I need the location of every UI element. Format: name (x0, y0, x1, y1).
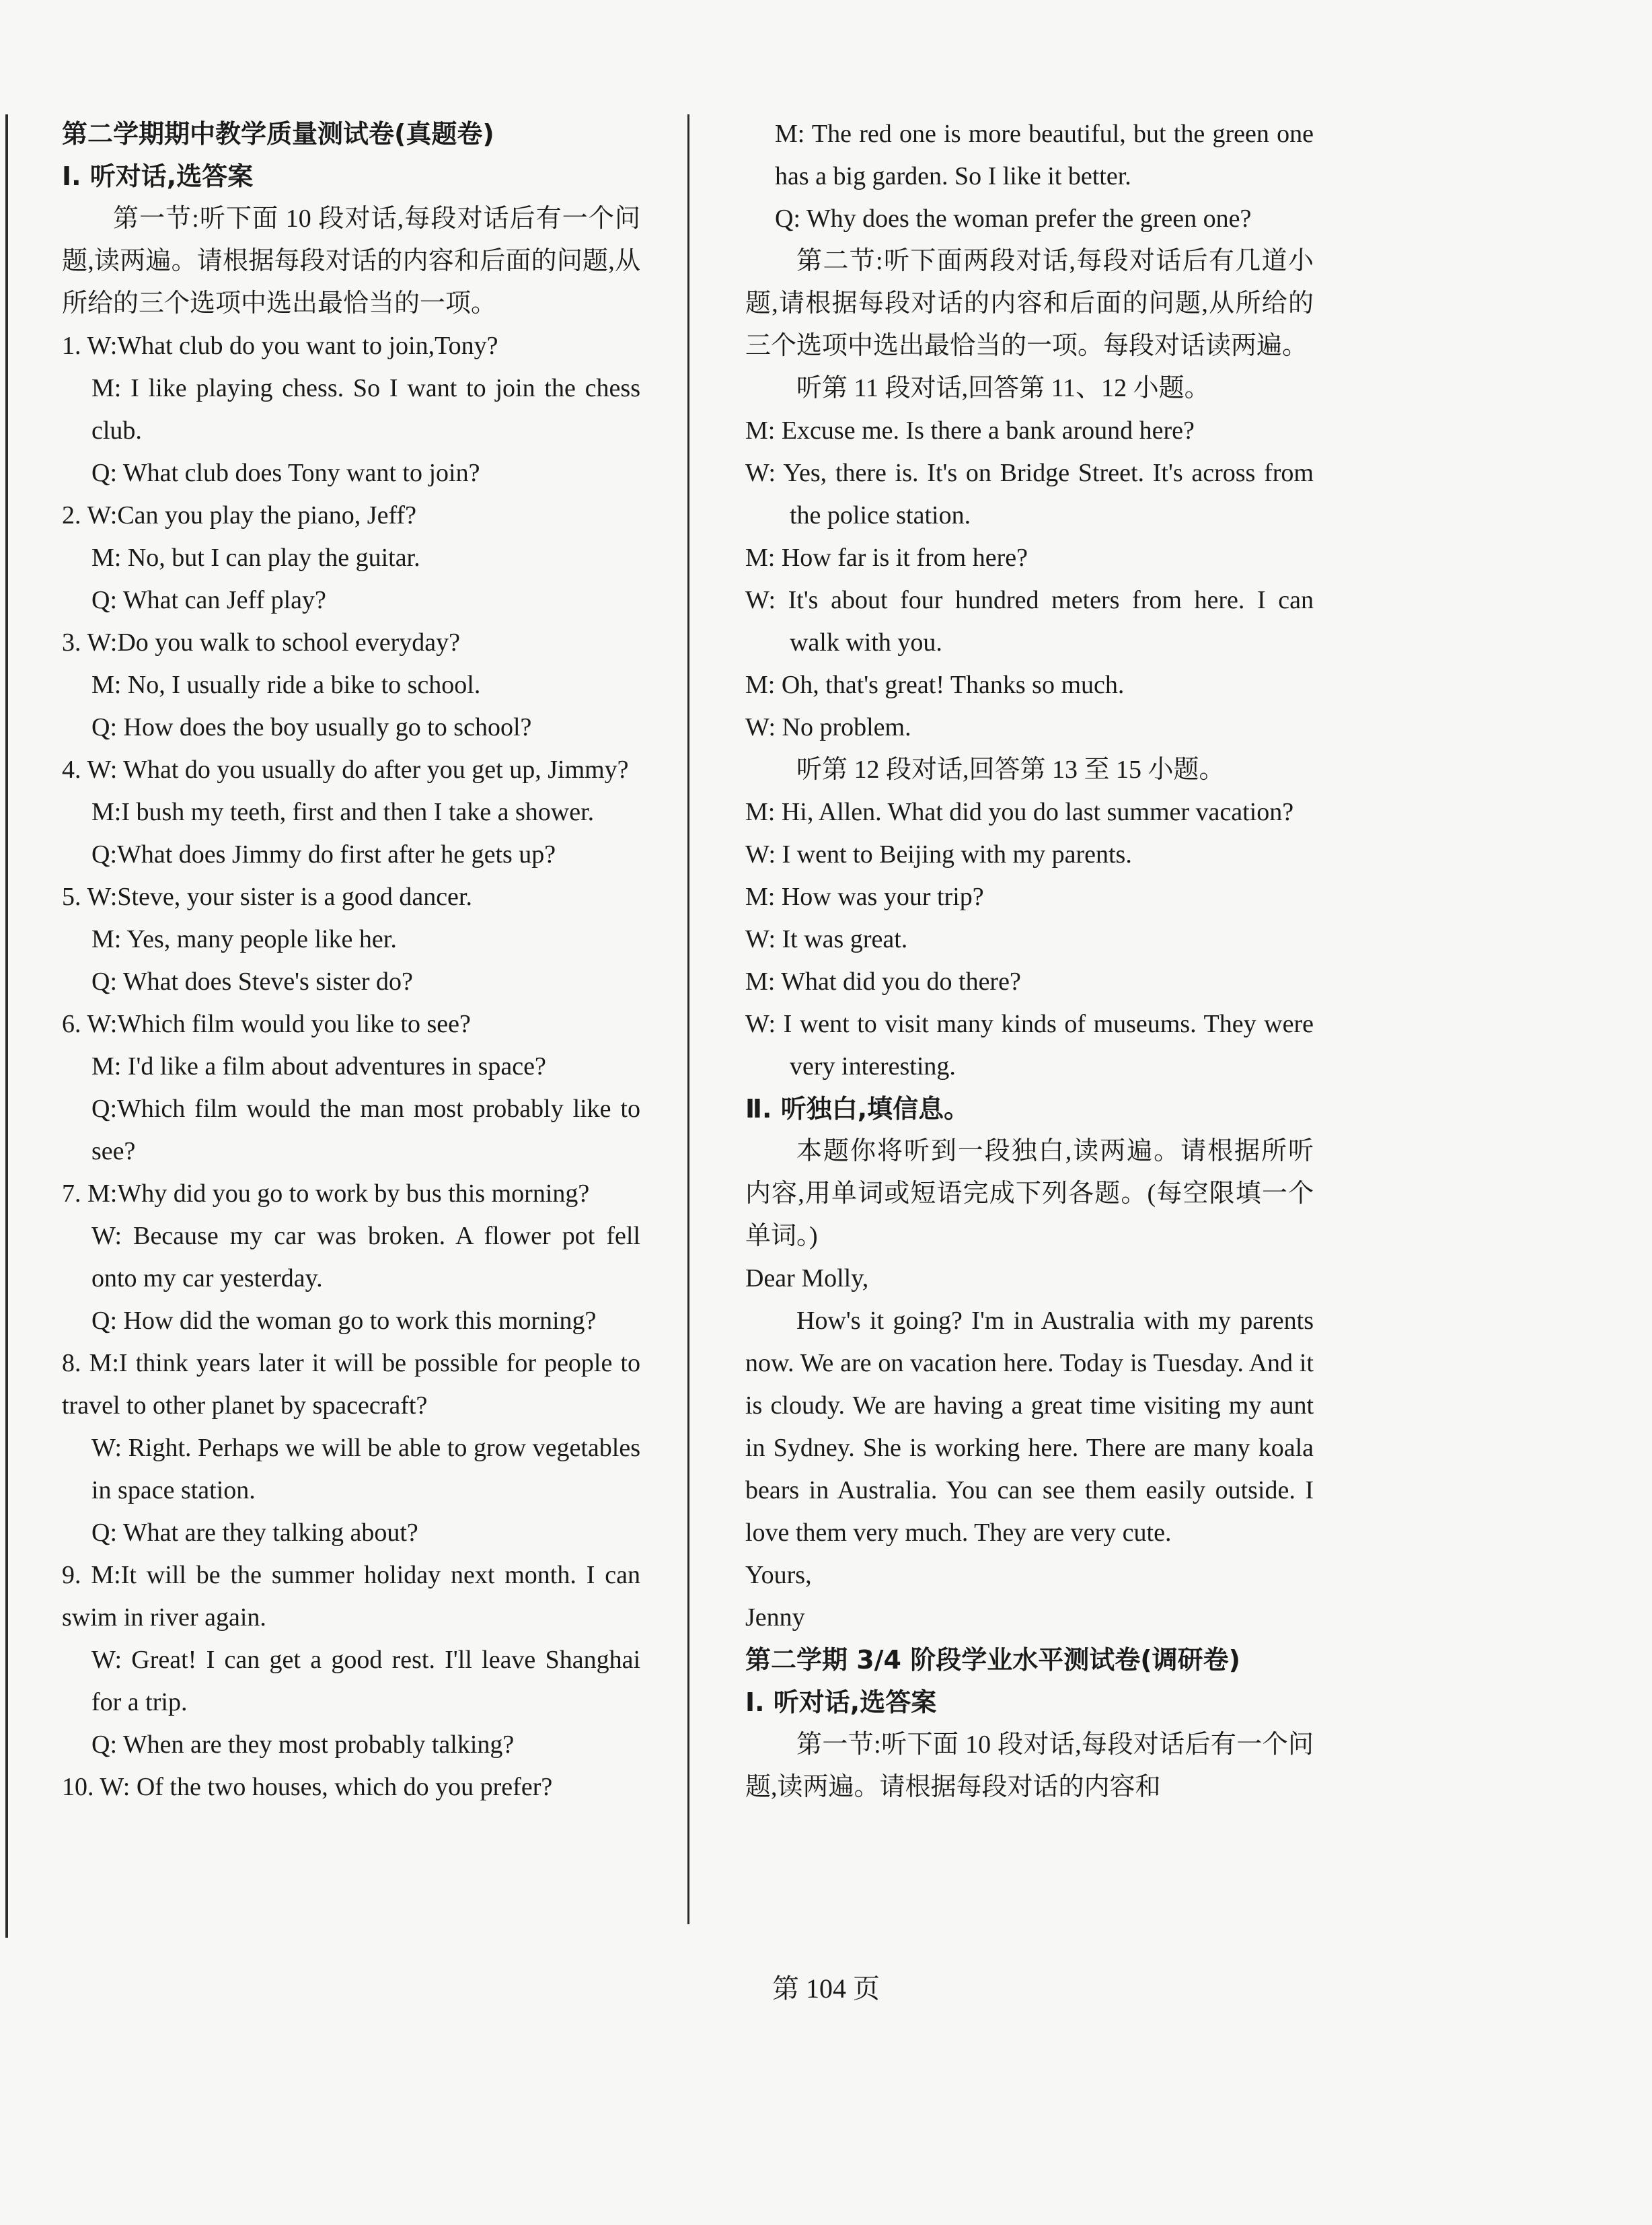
dialog-line: M: Yes, many people like her. (91, 925, 397, 953)
instructions: 第一节:听下面 10 段对话,每段对话后有一个问题,读两遍。请根据每段对话的内容和后面的问题,从所给的三个选项中选出最恰当的一项。 (62, 205, 640, 318)
dialog-line: 8. M:I think years later it will be possible for people to travel to other planet by spacecraft? (62, 1349, 640, 1420)
letter-signature: Jenny (745, 1603, 805, 1632)
instructions: 第一节:听下面 10 段对话,每段对话后有一个问题,读两遍。请根据每段对话的内容和 (745, 1730, 1314, 1801)
dialog-line: M: What did you do there? (745, 968, 1021, 996)
dialog-line: 9. M:It will be the summer holiday next month. I can swim in river again. (62, 1561, 640, 1632)
page-number: 第 104 页 (772, 1973, 880, 2004)
dialog-line: M: Oh, that's great! Thanks so much. (745, 671, 1125, 699)
dialog-line: M: How far is it from here? (745, 544, 1028, 572)
letter-body: How's it going? I'm in Australia with my parents now. We are on vacation here. Today is Tuesday. And it is cloudy. We are having a great time visiting my aunt in Sydney. She is working here. There are many koala bears in Australia. You can see them easily outside. I love them very much. They are very cute. (745, 1307, 1314, 1547)
dialog-line: 4. W: What do you usually do after you get up, Jimmy? (62, 756, 629, 784)
dialog-line: W: Right. Perhaps we will be able to grow vegetables in space station. (91, 1434, 640, 1504)
dialog-line: W: Because my car was broken. A flower pot fell onto my car yesterday. (91, 1222, 640, 1292)
instructions: 第二节:听下面两段对话,每段对话后有几道小题,请根据每段对话的内容和后面的问题,从所给的三个选项中选出最恰当的一项。每段对话读两遍。 (745, 247, 1314, 360)
question-line: Q: What club does Tony want to join? (91, 459, 480, 487)
column-divider (687, 114, 689, 1924)
dialog-line: W: I went to visit many kinds of museums. They were very interesting. (745, 1010, 1314, 1081)
question-line: Q: What does Steve's sister do? (91, 968, 413, 996)
dialog-line: M:I bush my teeth, first and then I take a shower. (91, 798, 595, 826)
section-heading: Ⅰ. 听对话,选答案 (62, 161, 254, 191)
question-line: Q:What does Jimmy do first after he gets up? (91, 840, 556, 869)
dialog-line: 6. W:Which film would you like to see? (62, 1010, 471, 1038)
question-line: Q: What are they talking about? (91, 1519, 418, 1547)
dialog-heading: 听第 12 段对话,回答第 13 至 15 小题。 (796, 756, 1225, 784)
dialog-line: 2. W:Can you play the piano, Jeff? (62, 501, 416, 530)
dialog-line: M: Excuse me. Is there a bank around here? (745, 416, 1195, 445)
exam-title-2: 第二学期 3/4 阶段学业水平测试卷(调研卷) (745, 1645, 1240, 1675)
section-heading: Ⅱ. 听独白,填信息。 (745, 1094, 970, 1124)
letter-greeting: Dear Molly, (745, 1264, 869, 1292)
question-line: Q: How does the boy usually go to school? (91, 713, 532, 741)
dialog-line: W: Yes, there is. It's on Bridge Street. It's across from the police station. (745, 459, 1314, 530)
left-margin-rule (5, 114, 8, 1938)
dialog-line: 3. W:Do you walk to school everyday? (62, 628, 461, 657)
question-line: Q: Why does the woman prefer the green one? (775, 205, 1252, 233)
dialog-line: W: I went to Beijing with my parents. (745, 840, 1132, 869)
dialog-line: M: Hi, Allen. What did you do last summer vacation? (745, 798, 1294, 826)
dialog-line: M: How was your trip? (745, 883, 984, 911)
question-line: Q: When are they most probably talking? (91, 1730, 515, 1759)
dialog-line: M: I'd like a film about adventures in space? (91, 1052, 546, 1081)
instructions: 本题你将听到一段独白,读两遍。请根据所听内容,用单词或短语完成下列各题。(每空限填一个单词。) (745, 1137, 1314, 1250)
dialog-line: M: No, but I can play the guitar. (91, 544, 420, 572)
dialog-line: M: No, I usually ride a bike to school. (91, 671, 481, 699)
dialog-line: W: It's about four hundred meters from here. I can walk with you. (745, 586, 1314, 657)
dialog-line: W: It was great. (745, 925, 908, 953)
left-column (62, 113, 640, 1809)
section-heading: Ⅰ. 听对话,选答案 (745, 1687, 937, 1717)
dialog-line: 5. W:Steve, your sister is a good dancer. (62, 883, 472, 911)
dialog-line: 1. W:What club do you want to join,Tony? (62, 332, 498, 360)
exam-title: 第二学期期中教学质量测试卷(真题卷) (62, 119, 494, 149)
dialog-line: M: The red one is more beautiful, but the green one has a big garden. So I like it better. (775, 120, 1314, 190)
dialog-heading: 听第 11 段对话,回答第 11、12 小题。 (796, 374, 1210, 402)
dialog-line: 10. W: Of the two houses, which do you prefer? (62, 1773, 553, 1801)
letter-closing: Yours, (745, 1561, 812, 1589)
right-column (745, 113, 1314, 1809)
dialog-line: W: No problem. (745, 713, 911, 741)
dialog-line: M: I like playing chess. So I want to join the chess club. (91, 374, 640, 445)
question-line: Q: How did the woman go to work this morning? (91, 1307, 597, 1335)
dialog-line: W: Great! I can get a good rest. I'll leave Shanghai for a trip. (91, 1646, 640, 1716)
question-line: Q: What can Jeff play? (91, 586, 326, 614)
question-line: Q:Which film would the man most probably like to see? (91, 1095, 640, 1165)
dialog-line: 7. M:Why did you go to work by bus this morning? (62, 1179, 590, 1208)
